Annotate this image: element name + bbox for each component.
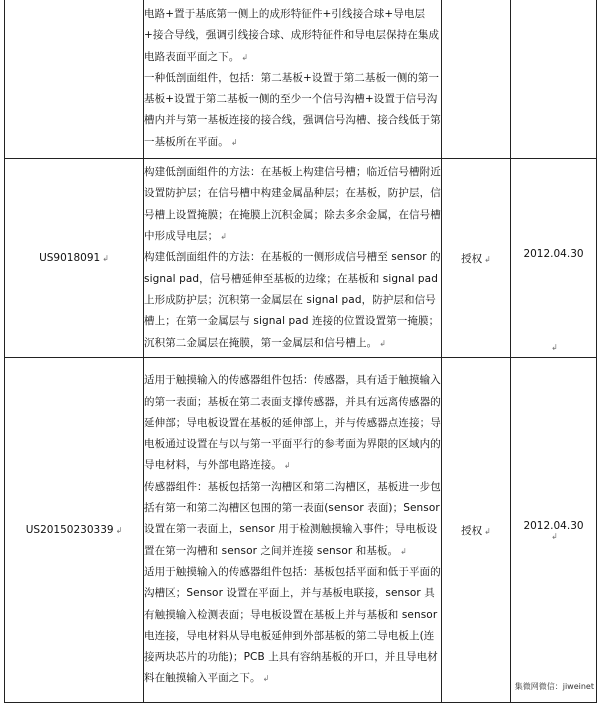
watermark: 集微网微信：jiweinet xyxy=(514,682,594,691)
table-row xyxy=(5,159,597,358)
description-paragraph: 一种低剖面组件，包括：第二基板+设置于第二基板一侧的第一基板+设置于第二基板一侧的至少一个信号沟槽+设置于信号沟槽内并与第一基板连接的接合线，强调信号沟槽、接合线低于第一基板所在平面。 ↲ xyxy=(144,71,441,148)
patent-number-cell: US9018091 ↲ xyxy=(5,159,144,358)
description-cell xyxy=(144,159,442,358)
date-cell: 2012.04.30 ↲ xyxy=(511,358,597,703)
status-cell xyxy=(442,0,511,159)
description-paragraph: 传感器组件：基板包括第一沟槽区和第二沟槽区，基板进一步包括有第一和第二沟槽区包围的第一表面(sensor 表面)；Sensor 设置在第一表面上，sensor 用于检测触摸输入事件；导电板设置在第一沟槽和 sensor 之间并连接 sensor 和基板。 ↲ xyxy=(144,480,441,557)
description-paragraph: 适用于触摸输入的传感器组件包括：传感器，具有适于触摸输入的第一表面；基板在第二表面支撑传感器，并具有远离传感器的延伸部；导电板设置在基板的延伸部上，并与传感器点连接；导电板通过设置在与以与第一平面平行的参考面为界限的区域内的导电材料，与外部电路连接。 ↲ xyxy=(144,374,441,472)
table-row xyxy=(5,0,597,159)
status-cell: 授权 ↲ xyxy=(442,159,511,358)
patent-number-cell: US20150230339 ↲ xyxy=(5,358,144,703)
description-paragraph: 构建低剖面组件的方法：在基板的一侧形成信号槽至 sensor 的 signal pad，信号槽延伸至基板的边缘；在基板和 signal pad 上形成防护层；沉积第一金属层在 signal pad，防护层和信号槽上；在第一金属层与 signal pad 连接的位置设置第一掩膜；沉积第二金属层在掩膜，第一金属层和信号槽上。 ↲ xyxy=(144,251,441,349)
date-cell: 2012.04.30 ↲ xyxy=(511,159,597,358)
description-cell xyxy=(144,0,442,159)
description-paragraph: 适用于触摸输入的传感器组件包括：基板包括平面和低于平面的沟槽区；Sensor 设置在平面上，并与基板电联接，sensor 具有触摸输入检测表面；导电板设置在基板上并与基板和 sensor 电连接，导电材料从导电板延伸到外部基板的第二导电板上(连接两块芯片的功能)；PCB 上具有容纳基板的开口，并且导电材料在触摸输入平面之下。 ↲ xyxy=(144,565,441,685)
description-paragraph: 电路+置于基底第一侧上的成形特征件+引线接合球+导电层+接合导线，强调引线接合球、成形特征件和导电层保持在集成电路表面平面之下。 ↲ xyxy=(144,7,440,63)
status-cell: 授权 ↲ xyxy=(442,358,511,703)
table-row xyxy=(5,358,597,703)
date-cell xyxy=(511,0,597,159)
description-cell xyxy=(144,358,442,703)
patent-number-cell xyxy=(5,0,144,159)
description-paragraph: 构建低剖面组件的方法：在基板上构建信号槽；临近信号槽附近设置防护层；在信号槽中构建金属晶种层；在基板，防护层，信号槽上设置掩膜；在掩膜上沉积金属；除去多余金属，在信号槽中形成导电层； ↲ xyxy=(144,166,441,243)
patent-table xyxy=(4,0,597,703)
